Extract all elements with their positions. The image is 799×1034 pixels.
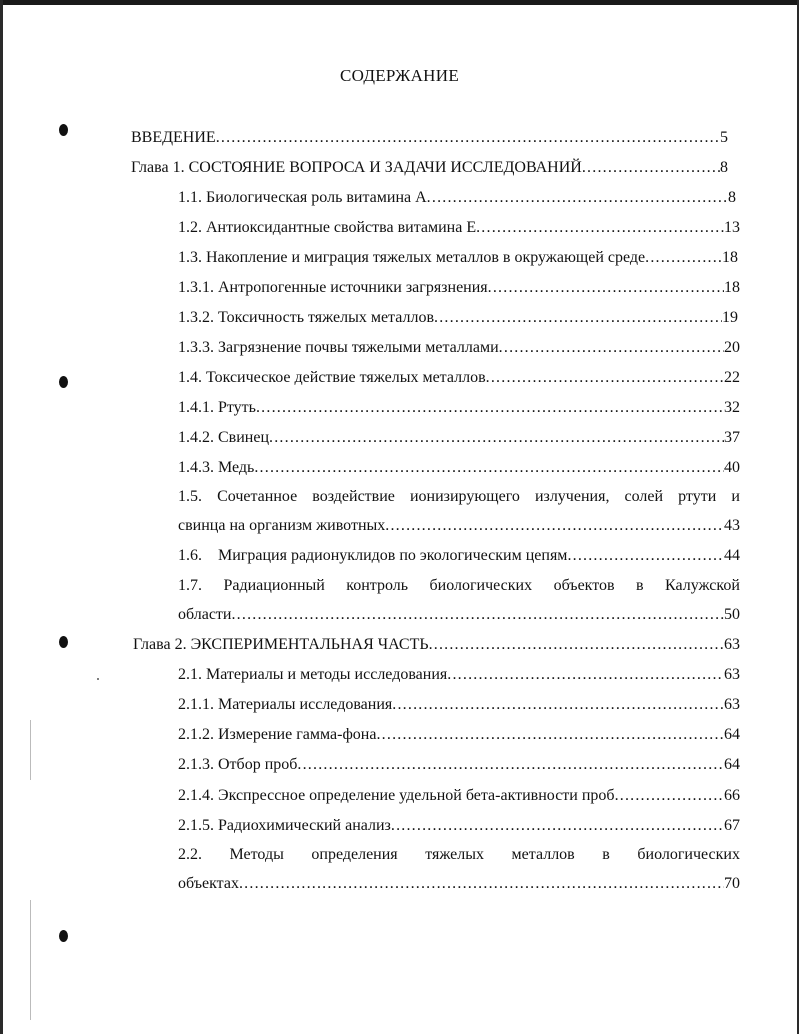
toc-leader [239,874,724,894]
toc-page-number: 66 [724,787,740,804]
toc-page-number: 67 [724,817,740,834]
toc-entry-word: и [731,488,740,505]
toc-entry-chapter-2[interactable] [133,635,740,655]
binder-hole-mark [59,376,68,388]
toc-entry-word: излучения, [534,488,610,505]
toc-entry-word: биологических [637,846,740,863]
toc-leader [486,368,724,388]
toc-leader [254,458,724,478]
toc-entry-1-4-1[interactable] [178,398,740,418]
toc-page-number: 64 [724,726,740,743]
toc-entry-word: Сочетанное [217,488,298,505]
toc-leader [391,816,724,836]
toc-entry-text: объектах [178,875,239,892]
toc-entry-text: 1.6. Миграция радионуклидов по экологическим цепям [178,547,568,564]
toc-entry-1-1[interactable] [178,188,736,208]
toc-leader [582,158,720,178]
toc-entry-text: 1.4.2. Свинец [178,429,270,446]
toc-page-number: 43 [724,517,740,534]
toc-leader [615,786,724,806]
toc-entry-word: в [636,577,644,594]
scan-artifact [30,720,31,780]
scan-speck [97,678,99,680]
toc-page-number: 63 [724,666,740,683]
toc-page-number: 13 [724,219,740,236]
toc-entry-text: свинца на организм животных [178,517,386,534]
binder-hole-mark [59,124,68,136]
toc-entry-word: металлов [511,846,575,863]
toc-leader [427,188,728,208]
toc-leader [499,338,724,358]
toc-entry-1-4[interactable] [178,368,740,388]
toc-entry-word: Методы [229,846,284,863]
toc-page-number: 32 [724,399,740,416]
toc-leader [429,635,724,655]
scan-border-left [0,0,3,1034]
toc-entry-word: солей [624,488,664,505]
toc-entry-2-1-3[interactable] [178,755,740,775]
toc-page-number: 18 [722,249,738,266]
toc-entry-chapter-1[interactable] [131,158,728,178]
toc-entry-2-1-4[interactable] [178,786,740,806]
toc-entry-text: 1.4.3. Медь [178,459,255,476]
toc-leader [434,308,722,328]
toc-entry-text: 1.1. Биологическая роль витамина А [178,189,427,206]
toc-entry-word: ртути [678,488,717,505]
toc-leader [297,755,724,775]
toc-entry-text: 2.1.5. Радиохимический анализ [178,817,391,834]
toc-page-number: 64 [724,756,740,773]
toc-entry-text: 2.1.4. Экспрессное определение удельной бета-активности проб [178,787,615,804]
toc-entry-word: биологических [429,577,533,594]
toc-entry-word: 2.2. [178,846,202,863]
toc-leader [567,546,724,566]
toc-page-number: 63 [724,636,740,653]
toc-entry-2-1-5[interactable] [178,816,740,836]
toc-leader [269,428,724,448]
binder-hole-mark [59,636,68,648]
page-title: СОДЕРЖАНИЕ [339,66,460,85]
toc-entry-text: 1.3.3. Загрязнение почвы тяжелыми металлами [178,339,499,356]
toc-page-number: 19 [722,309,738,326]
toc-entry-1-6[interactable] [178,546,740,566]
toc-leader [488,278,724,298]
toc-page-number: 18 [724,279,740,296]
toc-entry-1-2[interactable] [178,218,740,238]
toc-entry-text: ВВЕДЕНИЕ [131,129,216,146]
toc-leader [447,665,724,685]
toc-page-number: 22 [724,369,740,386]
toc-entry-word: ионизирующего [409,488,520,505]
toc-entry-text: 1.4.1. Ртуть [178,399,256,416]
toc-entry-text: Глава 1. СОСТОЯНИЕ ВОПРОСА И ЗАДАЧИ ИССЛЕДОВАНИЙ [131,159,582,176]
toc-entry-word: в [602,846,610,863]
toc-entry-1-7-continued[interactable] [178,605,740,625]
toc-leader [645,248,722,268]
toc-leader [376,725,724,745]
toc-entry-word: определения [311,846,398,863]
toc-page-number: 37 [724,429,740,446]
binder-hole-mark [59,930,68,942]
toc-leader [385,516,724,536]
toc-leader [476,218,724,238]
toc-entry-word: тяжелых [425,846,485,863]
toc-entry-text: 1.3.1. Антропогенные источники загрязнения [178,279,488,296]
toc-entry-1-4-2[interactable] [178,428,740,448]
toc-entry-text: 2.1. Материалы и методы исследования [178,666,448,683]
toc-entry-1-5[interactable] [178,487,740,507]
toc-entry-word: 1.5. [178,488,202,505]
toc-entry-text: 2.1.2. Измерение гамма-фона [178,726,377,743]
toc-entry-text: 1.2. Антиоксидантные свойства витамина Е [178,219,477,236]
toc-entry-text: 2.1.1. Материалы исследования [178,696,393,713]
toc-entry-text: области [178,606,232,623]
toc-page-number: 8 [728,189,736,206]
toc-entry-word: Радиационный [223,577,325,594]
toc-entry-text: Глава 2. ЭКСПЕРИМЕНТАЛЬНАЯ ЧАСТЬ [133,636,429,653]
toc-page-number: 63 [724,696,740,713]
toc-entry-word: воздействие [312,488,395,505]
toc-entry-1-3-1[interactable] [178,278,740,298]
toc-leader [231,605,724,625]
toc-entry-1-3-3[interactable] [178,338,740,358]
toc-entry-1-5-continued[interactable] [178,516,740,536]
toc-entry-text: 2.1.3. Отбор проб [178,756,298,773]
toc-entry-word: контроль [346,577,409,594]
toc-entry-text: 1.3. Накопление и миграция тяжелых металлов в окружающей среде [178,249,646,266]
toc-entry-2-1-1[interactable] [178,695,740,715]
toc-entry-word: 1.7. [178,577,202,594]
toc-entry-text: 1.4. Токсическое действие тяжелых металлов [178,369,486,386]
toc-entry-2-2-continued[interactable] [178,874,740,894]
toc-page-number: 44 [724,547,740,564]
toc-leader [256,398,724,418]
toc-entry-2-1-2[interactable] [178,725,740,745]
toc-entry-intro[interactable] [131,128,728,148]
toc-entry-1-4-3[interactable] [178,458,740,478]
toc-page-number: 40 [724,459,740,476]
scan-border-top [0,0,799,5]
toc-entry-1-7[interactable] [178,576,740,596]
toc-page-number: 70 [724,875,740,892]
toc-page-number: 20 [724,339,740,356]
toc-entry-text: 1.3.2. Токсичность тяжелых металлов [178,309,435,326]
toc-entry-1-3-2[interactable] [178,308,738,328]
toc-page-number: 8 [720,159,728,176]
toc-entry-2-2[interactable] [178,845,740,865]
toc-entry-2-1[interactable] [178,665,740,685]
toc-page-number: 5 [720,129,728,146]
toc-page-number: 50 [724,606,740,623]
toc-leader [392,695,724,715]
toc-entry-word: объектов [553,577,615,594]
scan-artifact [30,900,31,1020]
toc-leader [216,128,720,148]
toc-entry-1-3[interactable] [178,248,738,268]
toc-entry-word: Калужской [665,577,740,594]
